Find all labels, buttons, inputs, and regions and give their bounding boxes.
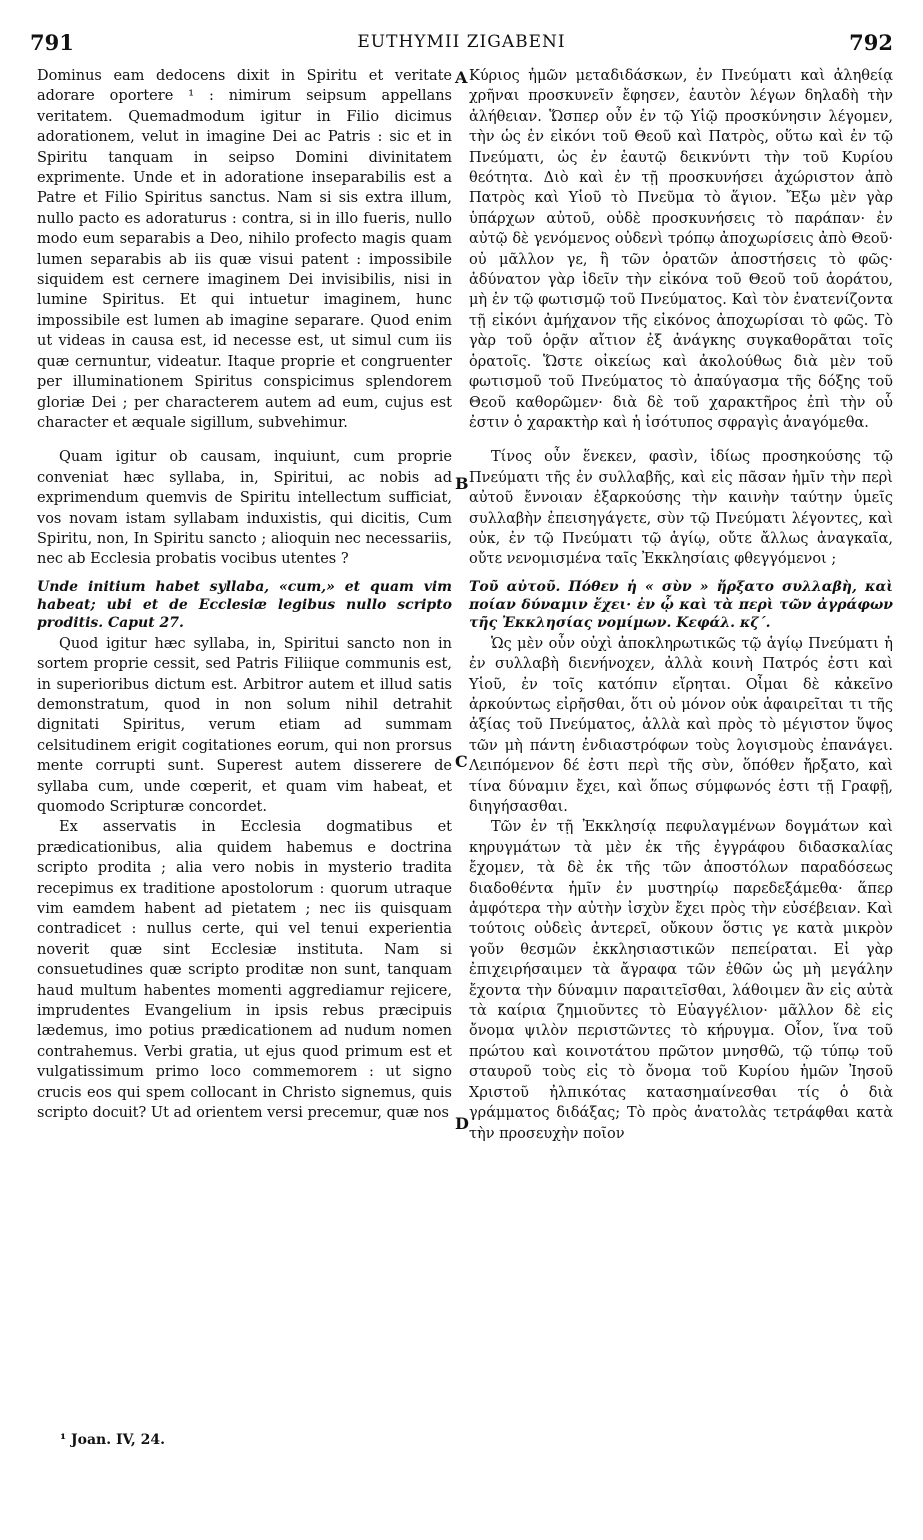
- latin-paragraph-4: Ex asservatis in Ecclesia dogmatibus et prædicationibus, alia quidem habemus e doctrina scripto prodita ; alia vero nobis in mysterio tradita recepimus ex traditione apostolorum : quorum utraque vim eamdem habent ad pietatem ; nec iis quisquam contradicet : nullus certe, qui vel tenui experientia noverit quæ sint Ecclesiæ instituta. Nam si consuetudines quæ scripto proditæ non sunt, tanquam haud multum habentes momenti aggrediamur rejicere, imprudentes Evangelium in ipsis rebus præcipuis lædemus, imo potius prædicationem ad nudum nomen contrahemus. Verbi gratia, ut ejus quod primum est et vulgatissimum primo loco commemorem : ut signo crucis eos qui spem collocant in Christo signemus, quis scripto docuit? Ut ad orientem versi precemur, quæ nos: [37, 819, 452, 1122]
- greek-chapter-heading: Τοῦ αὐτοῦ. Πόθεν ἡ « σὺν » ἤρξατο συλλαβὴ, καὶ ποίαν δύναμιν ἔχει· ἐν ᾧ καὶ τὰ περὶ τῶν ἀγράφων τῆς Ἐκκλησίας νομίμων. Κεφάλ. κζ´.: [469, 578, 893, 631]
- latin-paragraph-1: Dominus eam dedocens dixit in Spiritu et veritate adorare oportere ¹ : nimirum seipsum appellans veritatem. Quemadmodum igitur in Filio dicimus adorationem, velut in imagine Dei ac Patris : sic et in Spiritu tanquam in seipso Domini divinitatem exprimente. Unde et in adoratione inseparabilis est a Patre et Filio Spiritus sanctus. Nam si sis extra illum, nullo pacto es adoraturus : contra, si in illo fueris, nullo modo eum separabis a Deo, nihilo profecto magis quam lumen separabis ab iis quæ visui patent : impossibile siquidem est cernere imaginem Dei invisibilis, nisi in lumine Spiritus. Et qui intuetur imaginem, hunc impossibile est lumen ab imagine separare. Quod enim ut videas in causa est, id necesse est, ut simul cum iis quæ cernuntur, videatur. Itaque proprie et congruenter per illuminationem Spiritus conspicimus splendorem gloriæ Dei ; per characterem autem ad eum, cujus est character et æquale sigillum, subvehimur.: [37, 68, 452, 431]
- greek-paragraph-2: Τίνος οὖν ἕνεκεν, φασὶν, ἰδίως προσηκούσης τῷ Πνεύματι τῆς ἐν συλλαβῆς, καὶ εἰς πᾶσαν ἡμῖν τὴν περὶ αὐτοῦ ἔννοιαν ἐξαρκούσης τὴν καινὴν ταύτην ὑμεῖς συλλαβὴν ἐπεισηγάγετε, σὺν τῷ Πνεύματι λέγοντες, καὶ οὐκ, ἐν τῷ Πνεύματι τῷ ἁγίῳ, οὔτε ἄλλως ἀναγκαῖα, οὔτε νενομισμένα ταῖς Ἐκκλησίαις φθεγγόμενοι ;: [469, 449, 893, 568]
- footnote: ¹ Joan. IV, 24.: [60, 1432, 166, 1448]
- left-page-number: 791: [30, 30, 74, 55]
- latin-paragraph-3: Quod igitur hæc syllaba, in, Spiritui sancto non in sortem proprie cessit, sed Patris Filiique communis est, in superioribus dictum est. Arbitror autem et illud satis demonstratum, quod in non solum nihil detrahit dignitati Spiritus, verum etiam ad summam celsitudinem erigit cogitationes eorum, qui non prorsus mente corrupti sunt. Superest autem disserere de syllaba cum, unde cœperit, et quam vim habeat, et quomodo Scripturæ concordet.: [37, 635, 452, 815]
- greek-paragraph-4: Τῶν ἐν τῇ Ἐκκλησίᾳ πεφυλαγμένων δογμάτων καὶ κηρυγμάτων τὰ μὲν ἐκ τῆς ἐγγράφου διδασκαλίας ἔχομεν, τὰ δὲ ἐκ τῆς τῶν ἀποστόλων παραδόσεως διαδοθέντα ἡμῖν ἐν μυστηρίῳ παρεδεξάμεθα· ἅπερ ἀμφότερα τὴν αὐτὴν ἰσχὺν ἔχει πρὸς τὴν εὐσέβειαν. Καὶ τούτοις οὐδεὶς ἀντερεῖ, οὔκουν ὅστις γε κατὰ μικρὸν γοῦν θεσμῶν ἐκκλησιαστικῶν πεπείραται. Εἰ γὰρ ἐπιχειρήσαιμεν τὰ ἄγραφα τῶν ἐθῶν ὡς μὴ μεγάλην ἔχοντα τὴν δύναμιν παραιτεῖσθαι, λάθοιμεν ἂν εἰς αὐτὰ τὰ καίρια ζημιοῦντες τὸ Εὐαγγέλιον· μᾶλλον δὲ εἰς ὄνομα ψιλὸν περιστῶντες τὸ κήρυγμα. Οἷον, ἵνα τοῦ πρώτου καὶ κοινοτάτου πρῶτον μνησθῶ, τῷ τύπῳ τοῦ σταυροῦ τοὺς εἰς τὸ ὄνομα τοῦ Κυρίου ἡμῶν Ἰησοῦ Χριστοῦ ἠλπικότας κατασημαίνεσθαι τίς ὁ διὰ γράμματος διδάξας; Τὸ πρὸς ἀνατολὰς τετράφθαι κατὰ τὴν προσευχὴν ποῖον: [469, 819, 893, 1142]
- latin-column: [37, 66, 452, 1124]
- greek-column: [469, 66, 893, 1144]
- latin-paragraph-2: Quam igitur ob causam, inquiunt, cum proprie conveniat hæc syllaba, in, Spiritui, ac nobis ad exprimendum quemvis de Spiritu intellectum sufficiat, vos novam istam syllabam induxistis, qui dicitis, Cum Spiritu, non, In Spiritu sancto ; alioquin nec necessariis, nec ab Ecclesia probatis vocibus utentes ?: [37, 449, 452, 568]
- margin-marker-d: D: [455, 1114, 469, 1133]
- greek-paragraph-3: Ὡς μὲν οὖν οὐχὶ ἀποκληρωτικῶς τῷ ἁγίῳ Πνεύματι ἡ ἐν συλλαβὴ διενήνοχεν, ἀλλὰ κοινὴ Πατρός ἐστι καὶ Υἱοῦ, ἐν τοῖς κατόπιν εἴρηται. Οἶμαι δὲ κἀκεῖνο ἀρκούντως εἰρῆσθαι, ὅτι οὐ μόνον οὐκ ἀφαιρεῖται τι τῆς ἀξίας τοῦ Πνεύματος, ἀλλὰ καὶ πρὸς τὸ μέγιστον ὕψος τῶν μὴ πάντη ἐνδιαστρόφων τοὺς λογισμοὺς ἐπανάγει. Λειπόμενον δέ ἐστι περὶ τῆς σὺν, ὅπόθεν ἤρξατο, καὶ τίνα δύναμιν ἔχει, καὶ ὅπως σύμφωνός ἐστι τῇ Γραφῇ, διηγήσασθαι.: [469, 635, 893, 815]
- margin-marker-a: A: [455, 68, 468, 87]
- margin-marker-b: B: [455, 474, 469, 493]
- right-page-number: 792: [849, 30, 893, 55]
- greek-paragraph-1: Κύριος ἡμῶν μεταδιδάσκων, ἐν Πνεύματι καὶ ἀληθείᾳ χρῆναι προσκυνεῖν ἔφησεν, ἑαυτὸν λέγων δηλαδὴ τὴν ἀλήθειαν. Ὥσπερ οὖν ἐν τῷ Υἱῷ προσκύνησιν λέγομεν, τὴν ὡς ἐν εἰκόνι τοῦ Θεοῦ καὶ Πατρὸς, οὕτω καὶ ἐν τῷ Πνεύματι, ὡς ἐν ἑαυτῷ δεικνύντι τὴν τοῦ Κυρίου θεότητα. Διὸ καὶ ἐν τῇ προσκυνήσει ἀχώριστον ἀπὸ Πατρὸς καὶ Υἱοῦ τὸ Πνεῦμα τὸ ἅγιον. Ἔξω μὲν γὰρ ὑπάρχων αὐτοῦ, οὐδὲ προσκυνήσεις τὸ παράπαν· ἐν αὐτῷ δὲ γενόμενος οὐδενὶ τρόπῳ ἀποχωρίσεις ἀπὸ Θεοῦ· οὐ μᾶλλον γε, ἢ τῶν ὁρατῶν ἀποστήσεις τὸ φῶς· ἀδύνατον γὰρ ἰδεῖν τὴν εἰκόνα τοῦ Θεοῦ τοῦ ἀοράτου, μὴ ἐν τῷ φωτισμῷ τοῦ Πνεύματος. Καὶ τὸν ἐνατενίζοντα τῇ εἰκόνι ἀμήχανον τῆς εἰκόνος ἀποχωρίσαι τὸ φῶς. Τὸ γὰρ τοῦ ὁρᾷν αἴτιον ἐξ ἀνάγκης συγκαθορᾶται τοῖς ὁρατοῖς. Ὥστε οἰκείως καὶ ἀκολούθως διὰ μὲν τοῦ φωτισμοῦ τοῦ Πνεύματος τὸ ἀπαύγασμα τῆς δόξης τοῦ Θεοῦ καθορῶμεν· διὰ δὲ τοῦ χαρακτῆρος ἐπὶ τὴν οὗ ἐστιν ὁ χαρακτὴρ καὶ ἡ ἰσότυπος σφραγὶς ἀναγόμεθα.: [469, 68, 893, 431]
- running-title: EUTHYMII ZIGABENI: [357, 32, 566, 52]
- page-header: [30, 30, 893, 60]
- margin-marker-c: C: [455, 752, 468, 771]
- latin-chapter-heading: Unde initium habet syllaba, «cum,» et quam vim habeat; ubi et de Ecclesiæ legibus nullo scripto proditis. Caput 27.: [37, 578, 452, 631]
